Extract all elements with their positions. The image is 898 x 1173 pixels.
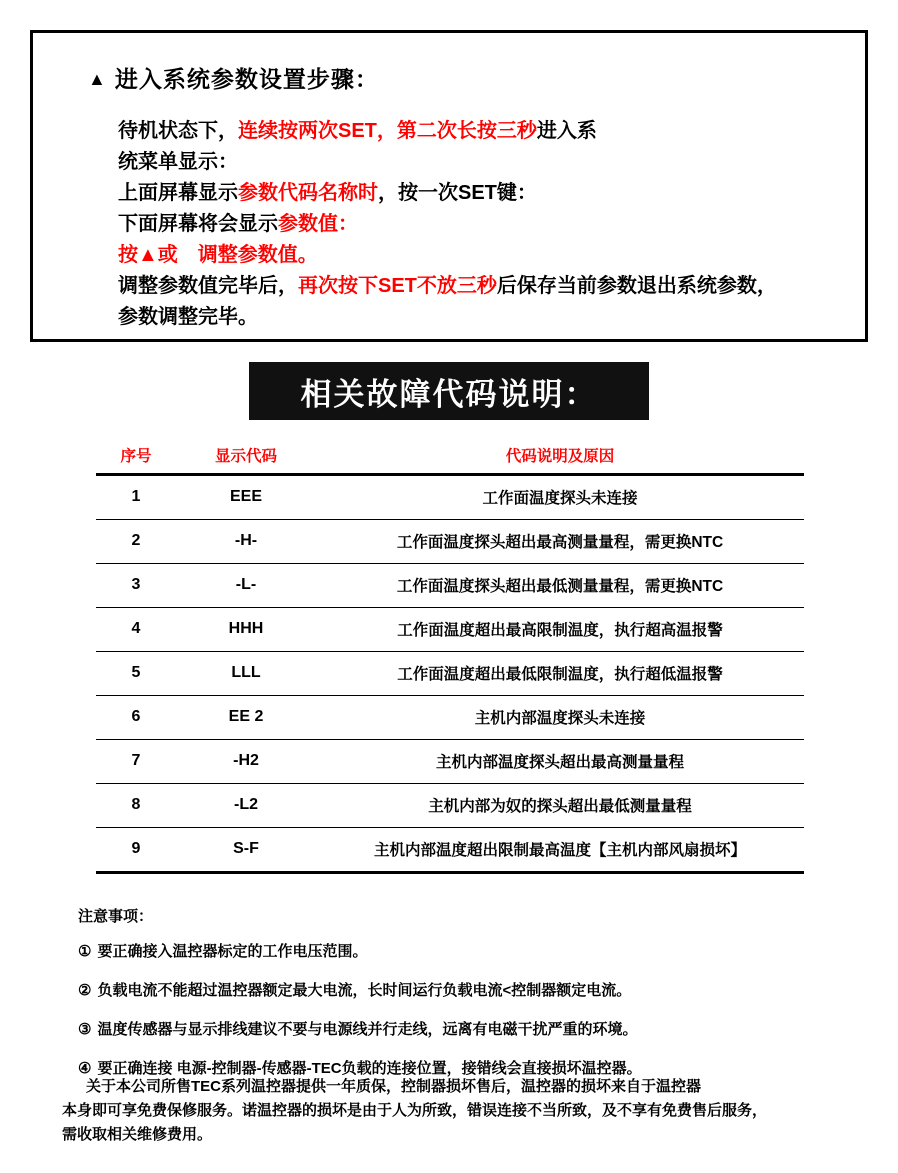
cell-no: 7 xyxy=(96,740,176,784)
cell-no: 5 xyxy=(96,652,176,696)
table-header-no: 序号 xyxy=(96,440,176,475)
instruction-segment: 参数代码名称时 xyxy=(238,182,378,204)
table-row xyxy=(96,652,804,696)
table-row xyxy=(96,740,804,784)
table-row xyxy=(96,475,804,520)
cell-desc: 工作面温度探头超出最低测量量程，需更换NTC xyxy=(316,564,804,608)
cell-no: 4 xyxy=(96,608,176,652)
note-text: 要正确连接 电源-控制器-传感器-TEC负载的连接位置，接错线会直接损坏温控器。 xyxy=(97,1060,642,1077)
instruction-segment: 再次按下SET不放三秒 xyxy=(298,275,497,297)
footer-line-1: 关于本公司所售TEC系列温控器提供一年质保，控制器损坏售后，温控器的损坏来自于温控器 xyxy=(86,1078,702,1095)
note-item xyxy=(78,1018,838,1039)
table-row xyxy=(96,696,804,740)
instruction-segment: 后保存当前参数退出系统参数， xyxy=(496,275,777,297)
cell-code: -H2 xyxy=(176,740,316,784)
cell-code: -L- xyxy=(176,564,316,608)
instruction-line xyxy=(118,116,848,147)
instruction-title xyxy=(88,61,379,94)
instruction-segment: 上面屏幕显示 xyxy=(118,182,238,204)
note-text: 温度传感器与显示排线建议不要与电源线并行走线，远离有电磁干扰严重的环境。 xyxy=(97,1021,638,1038)
note-item xyxy=(78,940,838,961)
instruction-segment: 待机状态下， xyxy=(118,120,238,142)
instruction-line xyxy=(118,240,848,271)
note-text: 要正确接入温控器标定的工作电压范围。 xyxy=(97,943,368,960)
fault-code-banner xyxy=(249,362,649,420)
cell-no: 6 xyxy=(96,696,176,740)
instruction-segment: 按▲或 调整参数值。 xyxy=(118,244,318,266)
note-item xyxy=(78,979,838,1000)
footer-line-2: 本身即可享免费保修服务。诺温控器的损坏是由于人为所致，错误连接不当所致，及不享有免费售后服务， xyxy=(62,1102,768,1119)
instruction-segment: 下面屏幕将会显示 xyxy=(118,213,278,235)
table-row xyxy=(96,564,804,608)
cell-no: 8 xyxy=(96,784,176,828)
instruction-segment: 连续按两次SET，第二次长按三秒 xyxy=(238,120,537,142)
table-header-code: 显示代码 xyxy=(176,440,316,475)
instruction-box xyxy=(30,30,868,342)
notes-section xyxy=(78,905,838,1096)
fault-code-table xyxy=(96,440,804,874)
cell-no: 1 xyxy=(96,475,176,520)
table-header-row xyxy=(96,440,804,475)
table-body xyxy=(96,475,804,873)
fault-code-banner-text: 相关故障代码说明： xyxy=(300,376,598,412)
cell-no: 2 xyxy=(96,520,176,564)
cell-desc: 主机内部温度超出限制最高温度【主机内部风扇损坏】 xyxy=(316,828,804,873)
cell-desc: 主机内部温度探头超出最高测量量程 xyxy=(316,740,804,784)
instruction-title-text: 进入系统参数设置步骤： xyxy=(114,66,379,92)
instruction-line xyxy=(118,209,848,240)
note-number: ② xyxy=(78,982,92,999)
notes-list xyxy=(78,940,838,1078)
cell-no: 9 xyxy=(96,828,176,873)
cell-code: HHH xyxy=(176,608,316,652)
table-row xyxy=(96,608,804,652)
cell-desc: 主机内部温度探头未连接 xyxy=(316,696,804,740)
cell-desc: 工作面温度探头未连接 xyxy=(316,475,804,520)
instruction-segment: ，按一次SET键： xyxy=(378,182,537,204)
footer-line-3: 需收取相关维修费用。 xyxy=(62,1126,213,1143)
note-number: ③ xyxy=(78,1021,92,1038)
instruction-segment: 参数调整完毕。 xyxy=(118,306,258,328)
note-number: ④ xyxy=(78,1060,92,1077)
cell-desc: 主机内部为奴的探头超出最低测量量程 xyxy=(316,784,804,828)
instruction-segment: 进入系 xyxy=(536,120,597,142)
instruction-line xyxy=(118,178,848,209)
table-row xyxy=(96,828,804,873)
notes-title: 注意事项： xyxy=(78,908,154,925)
cell-desc: 工作面温度超出最高限制温度，执行超高温报警 xyxy=(316,608,804,652)
table-row xyxy=(96,784,804,828)
cell-desc: 工作面温度探头超出最高测量量程，需更换NTC xyxy=(316,520,804,564)
cell-code: S-F xyxy=(176,828,316,873)
triangle-bullet-icon: ▲ xyxy=(88,69,107,89)
table-header-desc: 代码说明及原因 xyxy=(316,440,804,475)
instruction-line xyxy=(118,302,848,333)
cell-no: 3 xyxy=(96,564,176,608)
instruction-segment: 统菜单显示： xyxy=(118,151,238,173)
cell-code: EEE xyxy=(176,475,316,520)
note-number: ① xyxy=(78,943,92,960)
instruction-segment: 参数值： xyxy=(278,213,358,235)
cell-code: -L2 xyxy=(176,784,316,828)
instruction-line xyxy=(118,271,848,302)
instruction-line xyxy=(118,147,848,178)
table-row xyxy=(96,520,804,564)
footer-text xyxy=(62,1075,852,1147)
cell-desc: 工作面温度超出最低限制温度，执行超低温报警 xyxy=(316,652,804,696)
instruction-segment: 调整参数值完毕后， xyxy=(118,275,298,297)
cell-code: EE 2 xyxy=(176,696,316,740)
instruction-body xyxy=(118,116,848,333)
cell-code: -H- xyxy=(176,520,316,564)
cell-code: LLL xyxy=(176,652,316,696)
note-text: 负载电流不能超过温控器额定最大电流，长时间运行负载电流<控制器额定电流。 xyxy=(97,982,632,999)
